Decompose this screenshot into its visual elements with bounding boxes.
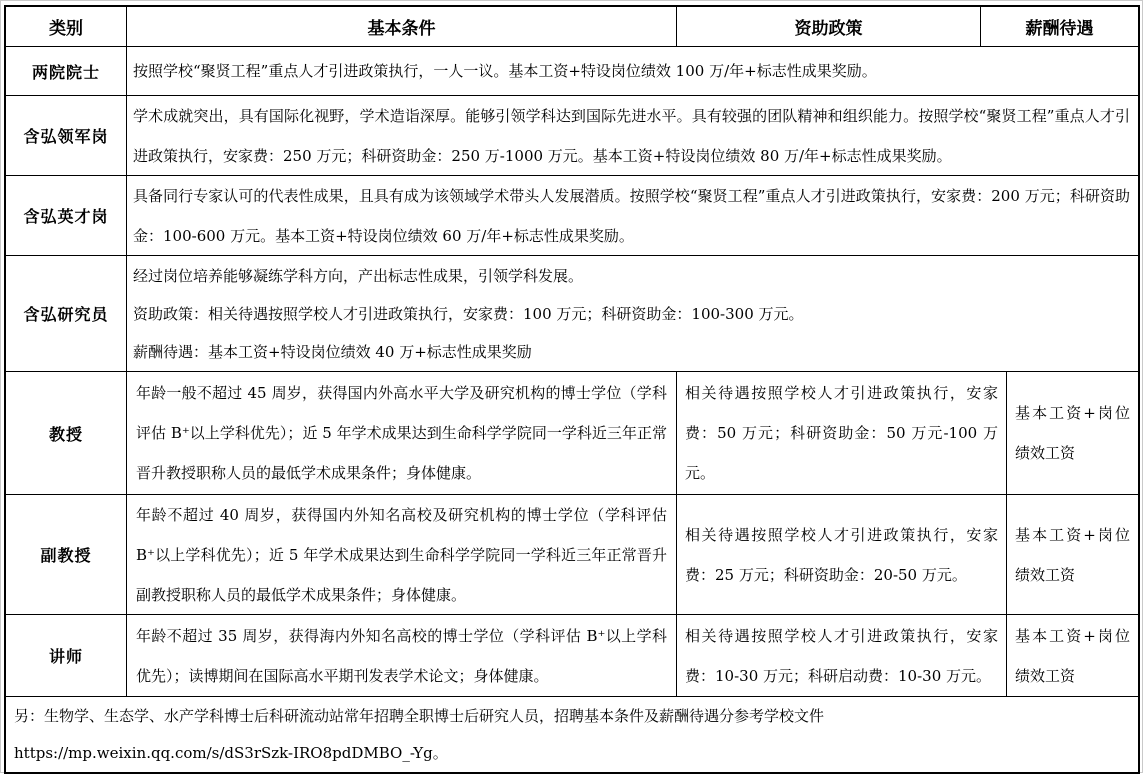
header-funding-policy: 资助政策 bbox=[676, 7, 980, 46]
category-cell: 副教授 bbox=[40, 546, 92, 565]
salary-cell bbox=[1006, 615, 1138, 696]
category-cell: 含弘研究员 bbox=[23, 305, 109, 324]
footer-note-text: 另：生物学、生态学、水产学科博士后科研流动站常年招聘全职博士后研究人员，招聘基本条件及薪酬待遇分参考学校文件 bbox=[14, 707, 825, 725]
basic-conditions-text: 年龄不超过 40 周岁，获得国内外知名高校及研究机构的博士学位（学科评估 B⁺以上学科优先）；近 5 年学术成果达到生命科学学院同一学科近三年正常晋升副教授职称人员的最低学术成果条件；身体健康。 bbox=[136, 505, 667, 604]
basic-conditions-cell bbox=[126, 615, 676, 696]
basic-conditions-text: 年龄一般不超过 45 周岁，获得国内外高水平大学及研究机构的博士学位（学科评估 B⁺以上学科优先）；近 5 年学术成果达到生命科学学院同一学科近三年正常晋升教授职称人员的最低学术成果条件；身体健康。 bbox=[136, 384, 667, 482]
detail-line: 薪酬待遇：基本工资+特设岗位绩效 40 万+标志性成果奖励 bbox=[133, 342, 532, 361]
table-row-academician bbox=[6, 46, 1138, 95]
merged-detail-text: 按照学校“聚贤工程”重点人才引进政策执行，一人一议。基本工资+特设岗位绩效 100 万/年+标志性成果奖励。 bbox=[133, 62, 877, 80]
header-basic-conditions: 基本条件 bbox=[126, 7, 676, 46]
table-row-associate-professor bbox=[6, 494, 1138, 614]
salary-cell bbox=[1006, 372, 1138, 494]
header-category: 类别 bbox=[49, 19, 83, 39]
footer-note-cell bbox=[6, 697, 1138, 772]
funding-policy-text: 相关待遇按照学校人才引进政策执行，安家费：50 万元；科研资助金：50 万元-100 万元。 bbox=[685, 384, 998, 482]
merged-detail-cell bbox=[126, 96, 1138, 175]
basic-conditions-text: 年龄不超过 35 周岁，获得海内外知名高校的博士学位（学科评估 B⁺以上学科优先）；读博期间在国际高水平期刊发表学术论文；身体健康。 bbox=[136, 626, 667, 685]
salary-text: 基本工资+岗位绩效工资 bbox=[1015, 525, 1130, 584]
merged-detail-text: 具备同行专家认可的代表性成果，且具有成为该领域学术带头人发展潜质。按照学校“聚贤工程”重点人才引进政策执行，安家费：200 万元；科研资助金：100-600 万元。基本工资+特设岗位绩效 60 万/年+标志性成果奖励。 bbox=[133, 186, 1130, 245]
recruitment-table bbox=[4, 5, 1140, 774]
merged-detail-cell bbox=[126, 47, 1138, 95]
category-cell: 两院院士 bbox=[31, 62, 100, 82]
salary-cell bbox=[1006, 495, 1138, 614]
category-cell: 含弘领军岗 bbox=[23, 127, 109, 146]
category-cell: 讲师 bbox=[48, 647, 83, 666]
header-salary: 薪酬待遇 bbox=[980, 7, 1138, 46]
funding-policy-cell bbox=[676, 495, 1006, 614]
basic-conditions-cell bbox=[126, 495, 676, 614]
category-cell: 含弘英才岗 bbox=[23, 207, 109, 226]
funding-policy-cell bbox=[676, 372, 1006, 494]
funding-policy-cell bbox=[676, 615, 1006, 696]
table-row-professor bbox=[6, 371, 1138, 494]
merged-detail-text: 学术成就突出，具有国际化视野，学术造诣深厚。能够引领学科达到国际先进水平。具有较强的团队精神和组织能力。按照学校“聚贤工程”重点人才引进政策执行，安家费：250 万元；科研资助金：250 万-1000 万元。基本工资+特设岗位绩效 80 万/年+标志性成果奖励。 bbox=[133, 106, 1130, 165]
salary-text: 基本工资+岗位绩效工资 bbox=[1015, 404, 1130, 462]
table-row-researcher bbox=[6, 255, 1138, 371]
merged-detail-cell bbox=[126, 176, 1138, 255]
detail-line: 经过岗位培养能够凝练学科方向，产出标志性成果，引领学科发展。 bbox=[133, 266, 584, 285]
salary-text: 基本工资+岗位绩效工资 bbox=[1015, 626, 1130, 685]
category-cell: 教授 bbox=[48, 424, 83, 444]
table-footer-row bbox=[6, 696, 1138, 772]
funding-policy-text: 相关待遇按照学校人才引进政策执行，安家费：10-30 万元；科研启动费：10-30 万元。 bbox=[685, 626, 998, 685]
table-row-leading-post bbox=[6, 95, 1138, 175]
funding-policy-text: 相关待遇按照学校人才引进政策执行，安家费：25 万元；科研资助金：20-50 万元。 bbox=[685, 525, 998, 584]
table-header-row bbox=[6, 7, 1138, 46]
merged-detail-cell bbox=[126, 256, 1138, 371]
footer-url-link[interactable]: https://mp.weixin.qq.com/s/dS3rSzk-IRO8pdDMBO_-Yg。 bbox=[14, 744, 448, 762]
basic-conditions-cell bbox=[126, 372, 676, 494]
table-row-talent-post bbox=[6, 175, 1138, 255]
table-row-lecturer bbox=[6, 614, 1138, 696]
detail-line: 资助政策：相关待遇按照学校人才引进政策执行，安家费：100 万元；科研资助金：100-300 万元。 bbox=[133, 304, 804, 323]
